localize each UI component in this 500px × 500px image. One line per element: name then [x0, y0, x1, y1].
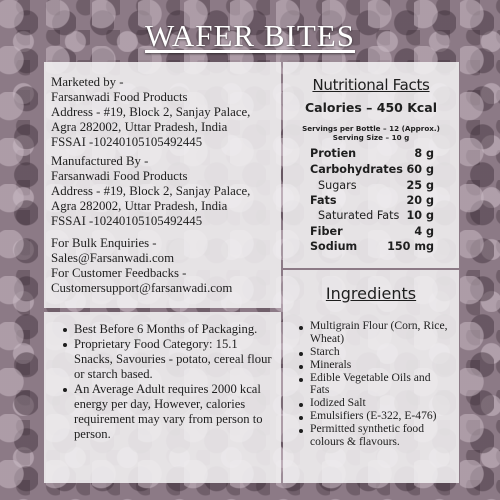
notes-panel — [44, 312, 281, 483]
nutrient-name: Fats — [310, 194, 337, 207]
manufactured-company-name: Farsanwadi Food Products — [51, 169, 188, 183]
notes-list — [60, 322, 272, 442]
serving-size-line: Serving Size – 10 g — [332, 133, 410, 142]
nutrition-title: Nutritional Facts — [312, 76, 430, 94]
nutrient-value: 4 g — [414, 225, 434, 238]
marketed-fssai: FSSAI -10240105105492445 — [51, 135, 203, 149]
nutrient-name: Carbohydrates — [310, 163, 403, 176]
list-item: Best Before 6 Months of Packaging. — [60, 322, 272, 337]
marketed-address-line-1: Address - #19, Block 2, Sanjay Palace, — [51, 105, 251, 119]
nutrient-value: 60 g — [406, 163, 434, 176]
marketed-address-line-2: Agra 282002, Uttar Pradesh, India — [51, 120, 228, 134]
nutrient-name: Sodium — [310, 240, 358, 253]
list-item: Proprietary Food Category: 15.1 Snacks, Savouries - potato, cereal flour or starch based. — [60, 337, 272, 382]
nutrient-value: 10 g — [406, 209, 434, 222]
nutrient-name: Protien — [310, 147, 357, 160]
marketed-company-name: Farsanwadi Food Products — [51, 90, 188, 104]
sales-email: Sales@Farsanwadi.com — [51, 251, 175, 265]
list-item: An Average Adult requires 2000 kcal energy per day, However, calories requirement may vary from person to person. — [60, 382, 272, 442]
servings-line: Servings per Bottle – 12 (Approx.) — [302, 124, 440, 133]
nutrient-value: 150 mg — [387, 240, 434, 253]
list-item: Emulsifiers (E-322, E-476) — [296, 410, 452, 423]
manufactured-address-line-2: Agra 282002, Uttar Pradesh, India — [51, 199, 228, 213]
bulk-enquiries-label: For Bulk Enquiries - — [51, 236, 157, 250]
marketed-by-block — [51, 75, 279, 150]
company-info-panel — [44, 62, 281, 308]
manufactured-by-block — [51, 154, 279, 229]
list-item: Edible Vegetable Oils and Fats — [296, 372, 452, 397]
list-item: Multigrain Flour (Corn, Rice, Wheat) — [296, 320, 452, 345]
support-email: Customersupport@farsanwadi.com — [51, 281, 233, 295]
list-item: Minerals — [296, 359, 452, 372]
list-item: Iodized Salt — [296, 397, 452, 410]
nutrient-name: Sugars — [318, 179, 357, 192]
list-item: Permitted synthetic food colours & flavours. — [296, 423, 452, 448]
nutrient-value: 8 g — [414, 147, 434, 160]
list-item: Starch — [296, 346, 452, 359]
nutrient-name: Saturated Fats — [318, 209, 400, 222]
manufactured-by-heading: Manufactured By - — [51, 154, 149, 168]
ingredients-panel — [283, 270, 459, 483]
manufactured-fssai: FSSAI -10240105105492445 — [51, 214, 203, 228]
nutrient-name: Fiber — [310, 225, 343, 238]
marketed-by-heading: Marketed by - — [51, 75, 124, 89]
ingredients-list — [296, 320, 452, 449]
calories-line: Calories – 450 Kcal — [304, 100, 438, 115]
manufactured-address-line-1: Address - #19, Block 2, Sanjay Palace, — [51, 184, 251, 198]
page-title: WAFER BITES — [145, 18, 355, 53]
nutrient-value: 25 g — [406, 179, 434, 192]
nutrition-panel — [283, 62, 459, 268]
nutrient-value: 20 g — [406, 194, 434, 207]
contact-block — [51, 236, 279, 296]
feedback-label: For Customer Feedbacks - — [51, 266, 187, 280]
ingredients-title: Ingredients — [325, 284, 417, 303]
